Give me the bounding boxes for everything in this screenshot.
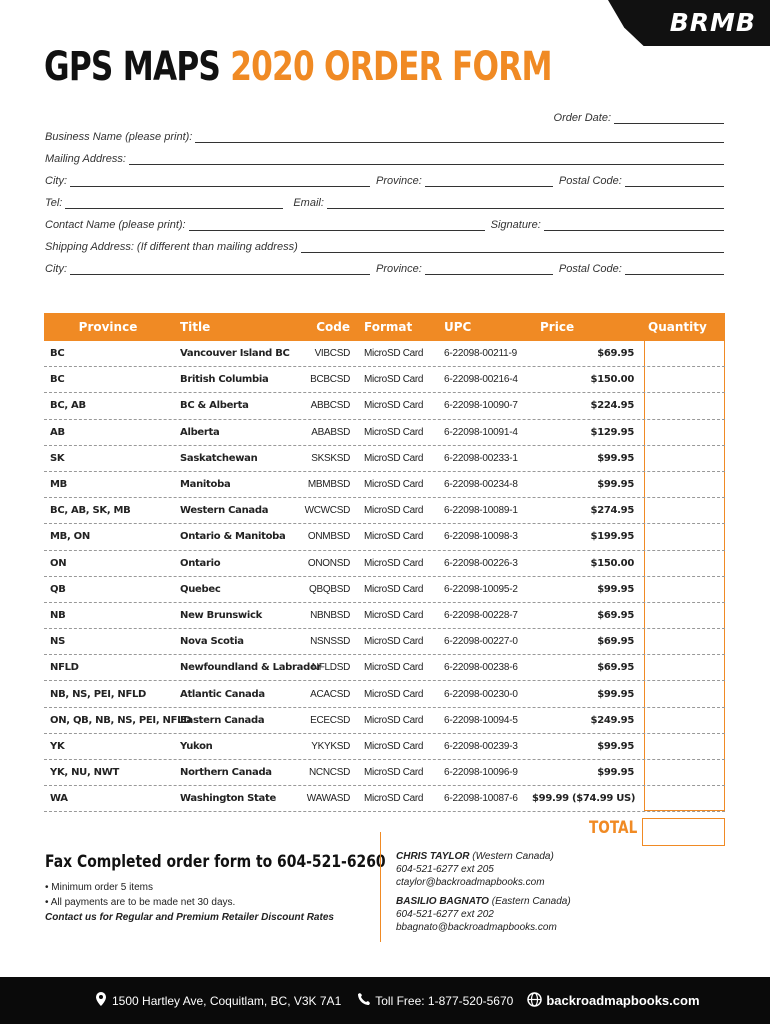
shipping-address-line[interactable] [301, 241, 724, 253]
note-payments: • All payments are to be made net 30 days. [45, 897, 236, 908]
location-pin-icon [94, 991, 108, 1010]
cell-format: MicroSD Card [364, 793, 424, 805]
cell-code: MBMBSD [307, 479, 350, 491]
contact-row [45, 219, 724, 231]
cell-province: YK [50, 740, 65, 752]
contact-region: (Western Canada) [472, 851, 554, 862]
shipping-address-label: Shipping Address: (If different than mailing address) [45, 241, 298, 253]
cell-title: Yukon [180, 740, 213, 752]
cell-format: MicroSD Card [364, 767, 424, 779]
cell-title: New Brunswick [180, 609, 262, 621]
cell-upc: 6-22098-00228-7 [444, 609, 518, 621]
cell-price: $69.95 [597, 662, 634, 674]
cell-upc: 6-22098-00216-4 [444, 374, 518, 386]
postal-code-line[interactable] [625, 175, 724, 187]
cell-format: MicroSD Card [364, 636, 424, 648]
cell-format: MicroSD Card [364, 400, 424, 412]
cell-price: $99.99 ($74.99 US) [532, 793, 636, 805]
cell-quantity [640, 629, 725, 654]
cell-price: $129.95 [590, 426, 634, 438]
contact-email[interactable]: ctaylor@backroadmapbooks.com [396, 877, 545, 888]
cell-province: AB [50, 426, 65, 438]
contact-email[interactable]: bbagnato@backroadmapbooks.com [396, 922, 557, 933]
postal-code-label: Postal Code: [558, 175, 622, 187]
cell-price: $249.95 [590, 714, 634, 726]
cell-province: BC [50, 374, 65, 386]
cell-title: Nova Scotia [180, 636, 244, 648]
globe-icon [527, 992, 542, 1010]
quantity-input[interactable] [644, 681, 725, 706]
cell-price: $199.95 [590, 531, 634, 543]
quantity-input[interactable] [644, 577, 725, 602]
title-part1: GPS MAPS [44, 44, 221, 90]
footer-website[interactable] [527, 992, 699, 1010]
table-row [44, 472, 725, 498]
footer [0, 977, 770, 1024]
quantity-input[interactable] [644, 603, 725, 628]
cell-upc: 6-22098-00239-3 [444, 740, 518, 752]
table-header [44, 313, 725, 341]
cell-price: $69.95 [597, 636, 634, 648]
cell-code: ABABSD [311, 426, 350, 438]
mailing-address-row [45, 153, 724, 165]
cell-quantity [640, 393, 725, 418]
cell-upc: 6-22098-10089-1 [444, 505, 518, 517]
cell-province: ON [50, 557, 67, 569]
contact-name-line[interactable] [189, 219, 485, 231]
total-input[interactable] [642, 818, 725, 846]
postal-code2-label: Postal Code: [558, 263, 622, 275]
header-code: Code [316, 320, 350, 334]
table-row [44, 446, 725, 472]
cell-quantity [640, 341, 725, 366]
cell-upc: 6-22098-00234-8 [444, 479, 518, 491]
cell-upc: 6-22098-00230-0 [444, 688, 518, 700]
cell-code: SKSKSD [311, 452, 350, 464]
cell-province: SK [50, 452, 65, 464]
city2-label: City: [45, 263, 67, 275]
cell-quantity [640, 603, 725, 628]
city-label: City: [45, 175, 67, 187]
cell-quantity [640, 551, 725, 576]
quantity-input[interactable] [644, 524, 725, 549]
province2-label: Province: [376, 263, 422, 275]
cell-title: Newfoundland & Labrador [180, 662, 322, 674]
total-label: TOTAL [589, 818, 638, 838]
table-body [44, 341, 725, 812]
cell-format: MicroSD Card [364, 662, 424, 674]
city-line[interactable] [70, 175, 370, 187]
cell-price: $99.95 [597, 740, 634, 752]
cell-price: $274.95 [590, 505, 634, 517]
email-label: Email: [293, 197, 324, 209]
cell-quantity [640, 786, 725, 811]
cell-quantity [640, 681, 725, 706]
quantity-input[interactable] [644, 393, 725, 418]
cell-title: Manitoba [180, 479, 231, 491]
cell-code: NFLDSD [311, 662, 350, 674]
header-quantity: Quantity [640, 320, 725, 334]
contact-phone: 604-521-6277 ext 202 [396, 909, 494, 920]
cell-quantity [640, 420, 725, 445]
cell-format: MicroSD Card [364, 531, 424, 543]
quantity-input[interactable] [644, 786, 725, 811]
cell-price: $99.95 [597, 767, 634, 779]
table-row [44, 551, 725, 577]
table-row [44, 708, 725, 734]
cell-code: ONONSD [307, 557, 350, 569]
cell-upc: 6-22098-10098-3 [444, 531, 518, 543]
cell-price: $69.95 [597, 609, 634, 621]
cell-upc: 6-22098-10094-5 [444, 714, 518, 726]
contact-west [396, 850, 571, 889]
header-title: Title [180, 320, 211, 334]
cell-quantity [640, 577, 725, 602]
table-row [44, 629, 725, 655]
contact-region: (Eastern Canada) [491, 896, 571, 907]
note-minimum-order: • Minimum order 5 items [45, 882, 153, 893]
footer-tollfree [357, 992, 513, 1009]
business-name-row [45, 131, 724, 143]
cell-code: ECECSD [310, 714, 350, 726]
products-table [44, 313, 725, 812]
cell-price: $150.00 [590, 374, 634, 386]
cell-code: NBNBSD [310, 609, 350, 621]
quantity-input[interactable] [644, 498, 725, 523]
table-row [44, 655, 725, 681]
footer-website-text[interactable]: backroadmapbooks.com [546, 993, 700, 1008]
cell-province: NFLD [50, 662, 79, 674]
cell-quantity [640, 708, 725, 733]
province-line[interactable] [425, 175, 553, 187]
cell-title: Washington State [180, 793, 276, 805]
contact-name: BASILIO BAGNATO [396, 896, 489, 907]
cell-price: $99.95 [597, 688, 634, 700]
cell-province: BC, AB [50, 400, 86, 412]
cell-code: VIBCSD [314, 348, 350, 360]
cell-price: $69.95 [597, 348, 634, 360]
postal-code2-line[interactable] [625, 263, 724, 275]
tel-label: Tel: [45, 197, 63, 209]
cell-province: ON, QB, NB, NS, PEI, NFLD [50, 714, 192, 726]
cell-format: MicroSD Card [364, 714, 424, 726]
cell-price: $99.95 [597, 452, 634, 464]
mailing-address-label: Mailing Address: [45, 153, 126, 165]
table-row [44, 603, 725, 629]
cell-upc: 6-22098-00211-9 [444, 348, 517, 360]
order-date-field[interactable] [554, 112, 724, 124]
quantity-input[interactable] [644, 734, 725, 759]
table-row [44, 786, 725, 812]
cell-province: MB [50, 479, 67, 491]
quantity-input[interactable] [644, 367, 725, 392]
cell-upc: 6-22098-10091-4 [444, 426, 518, 438]
fax-title: Fax Completed order form to 604-521-6260 [45, 852, 386, 872]
brand-logo: BRMB [669, 8, 756, 37]
quantity-input[interactable] [644, 760, 725, 785]
table-row [44, 420, 725, 446]
table-row [44, 681, 725, 707]
cell-code: ONMBSD [307, 531, 350, 543]
footer-tollfree-text: Toll Free: 1-877-520-5670 [375, 993, 514, 1008]
table-row [44, 367, 725, 393]
tel-row [45, 197, 724, 209]
cell-province: NS [50, 636, 65, 648]
city-row [45, 175, 724, 187]
fax-notes [45, 880, 334, 925]
phone-icon [357, 992, 371, 1009]
table-row [44, 341, 725, 367]
cell-upc: 6-22098-10087-6 [444, 793, 518, 805]
cell-code: ABBCSD [310, 400, 350, 412]
tel-line[interactable] [65, 197, 283, 209]
cell-code: QBQBSD [309, 583, 350, 595]
cell-code: WCWCSD [304, 505, 350, 517]
cell-province: BC, AB, SK, MB [50, 505, 131, 517]
cell-quantity [640, 472, 725, 497]
quantity-input[interactable] [644, 708, 725, 733]
cell-title: Eastern Canada [180, 714, 265, 726]
table-row [44, 577, 725, 603]
cell-quantity [640, 760, 725, 785]
cell-title: Atlantic Canada [180, 688, 265, 700]
cell-province: YK, NU, NWT [50, 767, 119, 779]
cell-quantity [640, 524, 725, 549]
cell-code: WAWASD [306, 793, 350, 805]
contacts [396, 850, 571, 940]
signature-label: Signature: [490, 219, 541, 231]
business-name-line[interactable] [195, 131, 724, 143]
cell-price: $224.95 [590, 400, 634, 412]
header-format: Format [364, 320, 413, 334]
title-part2: 2020 ORDER FORM [230, 44, 552, 90]
order-date-line[interactable] [614, 112, 724, 124]
page-title [44, 44, 552, 90]
cell-title: Ontario & Manitoba [180, 531, 286, 543]
cell-upc: 6-22098-00233-1 [444, 452, 518, 464]
cell-upc: 6-22098-00238-6 [444, 662, 518, 674]
province2-line[interactable] [425, 263, 553, 275]
cell-province: WA [50, 793, 68, 805]
quantity-input[interactable] [644, 629, 725, 654]
cell-title: Western Canada [180, 505, 269, 517]
cell-upc: 6-22098-10096-9 [444, 767, 518, 779]
order-date-label: Order Date: [553, 112, 611, 124]
cell-code: ACACSD [310, 688, 350, 700]
cell-province: QB [50, 583, 66, 595]
cell-code: YKYKSD [311, 740, 350, 752]
quantity-input[interactable] [644, 420, 725, 445]
cell-province: NB, NS, PEI, NFLD [50, 688, 147, 700]
note-discount: Contact us for Regular and Premium Retailer Discount Rates [45, 912, 334, 923]
cell-format: MicroSD Card [364, 505, 424, 517]
cell-upc: 6-22098-00226-3 [444, 557, 518, 569]
contact-name-label: Contact Name (please print): [45, 219, 186, 231]
mailing-address-line[interactable] [129, 153, 724, 165]
table-row [44, 734, 725, 760]
cell-format: MicroSD Card [364, 374, 424, 386]
business-name-label: Business Name (please print): [45, 131, 193, 143]
contact-name: CHRIS TAYLOR [396, 851, 470, 862]
contact-east [396, 895, 571, 934]
quantity-input[interactable] [644, 446, 725, 471]
quantity-input[interactable] [644, 341, 725, 366]
city2-line[interactable] [70, 263, 370, 275]
cell-quantity [640, 734, 725, 759]
cell-province: MB, ON [50, 531, 90, 543]
table-row [44, 760, 725, 786]
cell-price: $150.00 [590, 557, 634, 569]
cell-title: British Columbia [180, 374, 269, 386]
cell-upc: 6-22098-10090-7 [444, 400, 518, 412]
cell-upc: 6-22098-00227-0 [444, 636, 518, 648]
cell-code: NSNSSD [310, 636, 350, 648]
cell-title: Ontario [180, 557, 221, 569]
contacts-divider [380, 832, 381, 942]
cell-title: Alberta [180, 426, 220, 438]
cell-title: Quebec [180, 583, 221, 595]
cell-title: Vancouver Island BC [180, 348, 290, 360]
cell-format: MicroSD Card [364, 426, 424, 438]
cell-format: MicroSD Card [364, 348, 424, 360]
signature-line[interactable] [544, 219, 724, 231]
contact-phone: 604-521-6277 ext 205 [396, 864, 494, 875]
quantity-input[interactable] [644, 551, 725, 576]
cell-price: $99.95 [597, 479, 634, 491]
cell-code: BCBCSD [310, 374, 350, 386]
cell-upc: 6-22098-10095-2 [444, 583, 518, 595]
cell-price: $99.95 [597, 583, 634, 595]
cell-title: BC & Alberta [180, 400, 249, 412]
cell-format: MicroSD Card [364, 557, 424, 569]
table-row [44, 524, 725, 550]
header-province: Province [78, 320, 138, 334]
footer-address-text: 1500 Hartley Ave, Coquitlam, BC, V3K 7A1 [112, 993, 342, 1008]
province-label: Province: [376, 175, 422, 187]
total-row [44, 818, 725, 838]
cell-format: MicroSD Card [364, 688, 424, 700]
shipping-address-row [45, 241, 724, 253]
city2-row [45, 263, 724, 275]
cell-province: NB [50, 609, 66, 621]
table-row [44, 393, 725, 419]
table-row [44, 498, 725, 524]
header-price: Price [540, 320, 575, 334]
quantity-input[interactable] [644, 472, 725, 497]
cell-title: Saskatchewan [180, 452, 258, 464]
cell-format: MicroSD Card [364, 583, 424, 595]
cell-quantity [640, 498, 725, 523]
cell-format: MicroSD Card [364, 452, 424, 464]
footer-address [94, 991, 341, 1010]
header-upc: UPC [444, 320, 472, 334]
cell-format: MicroSD Card [364, 609, 424, 621]
cell-format: MicroSD Card [364, 479, 424, 491]
cell-quantity [640, 655, 725, 680]
quantity-input[interactable] [644, 655, 725, 680]
cell-format: MicroSD Card [364, 740, 424, 752]
cell-quantity [640, 446, 725, 471]
cell-code: NCNCSD [309, 767, 350, 779]
cell-title: Northern Canada [180, 767, 272, 779]
cell-province: BC [50, 348, 65, 360]
cell-quantity [640, 367, 725, 392]
email-line[interactable] [327, 197, 724, 209]
